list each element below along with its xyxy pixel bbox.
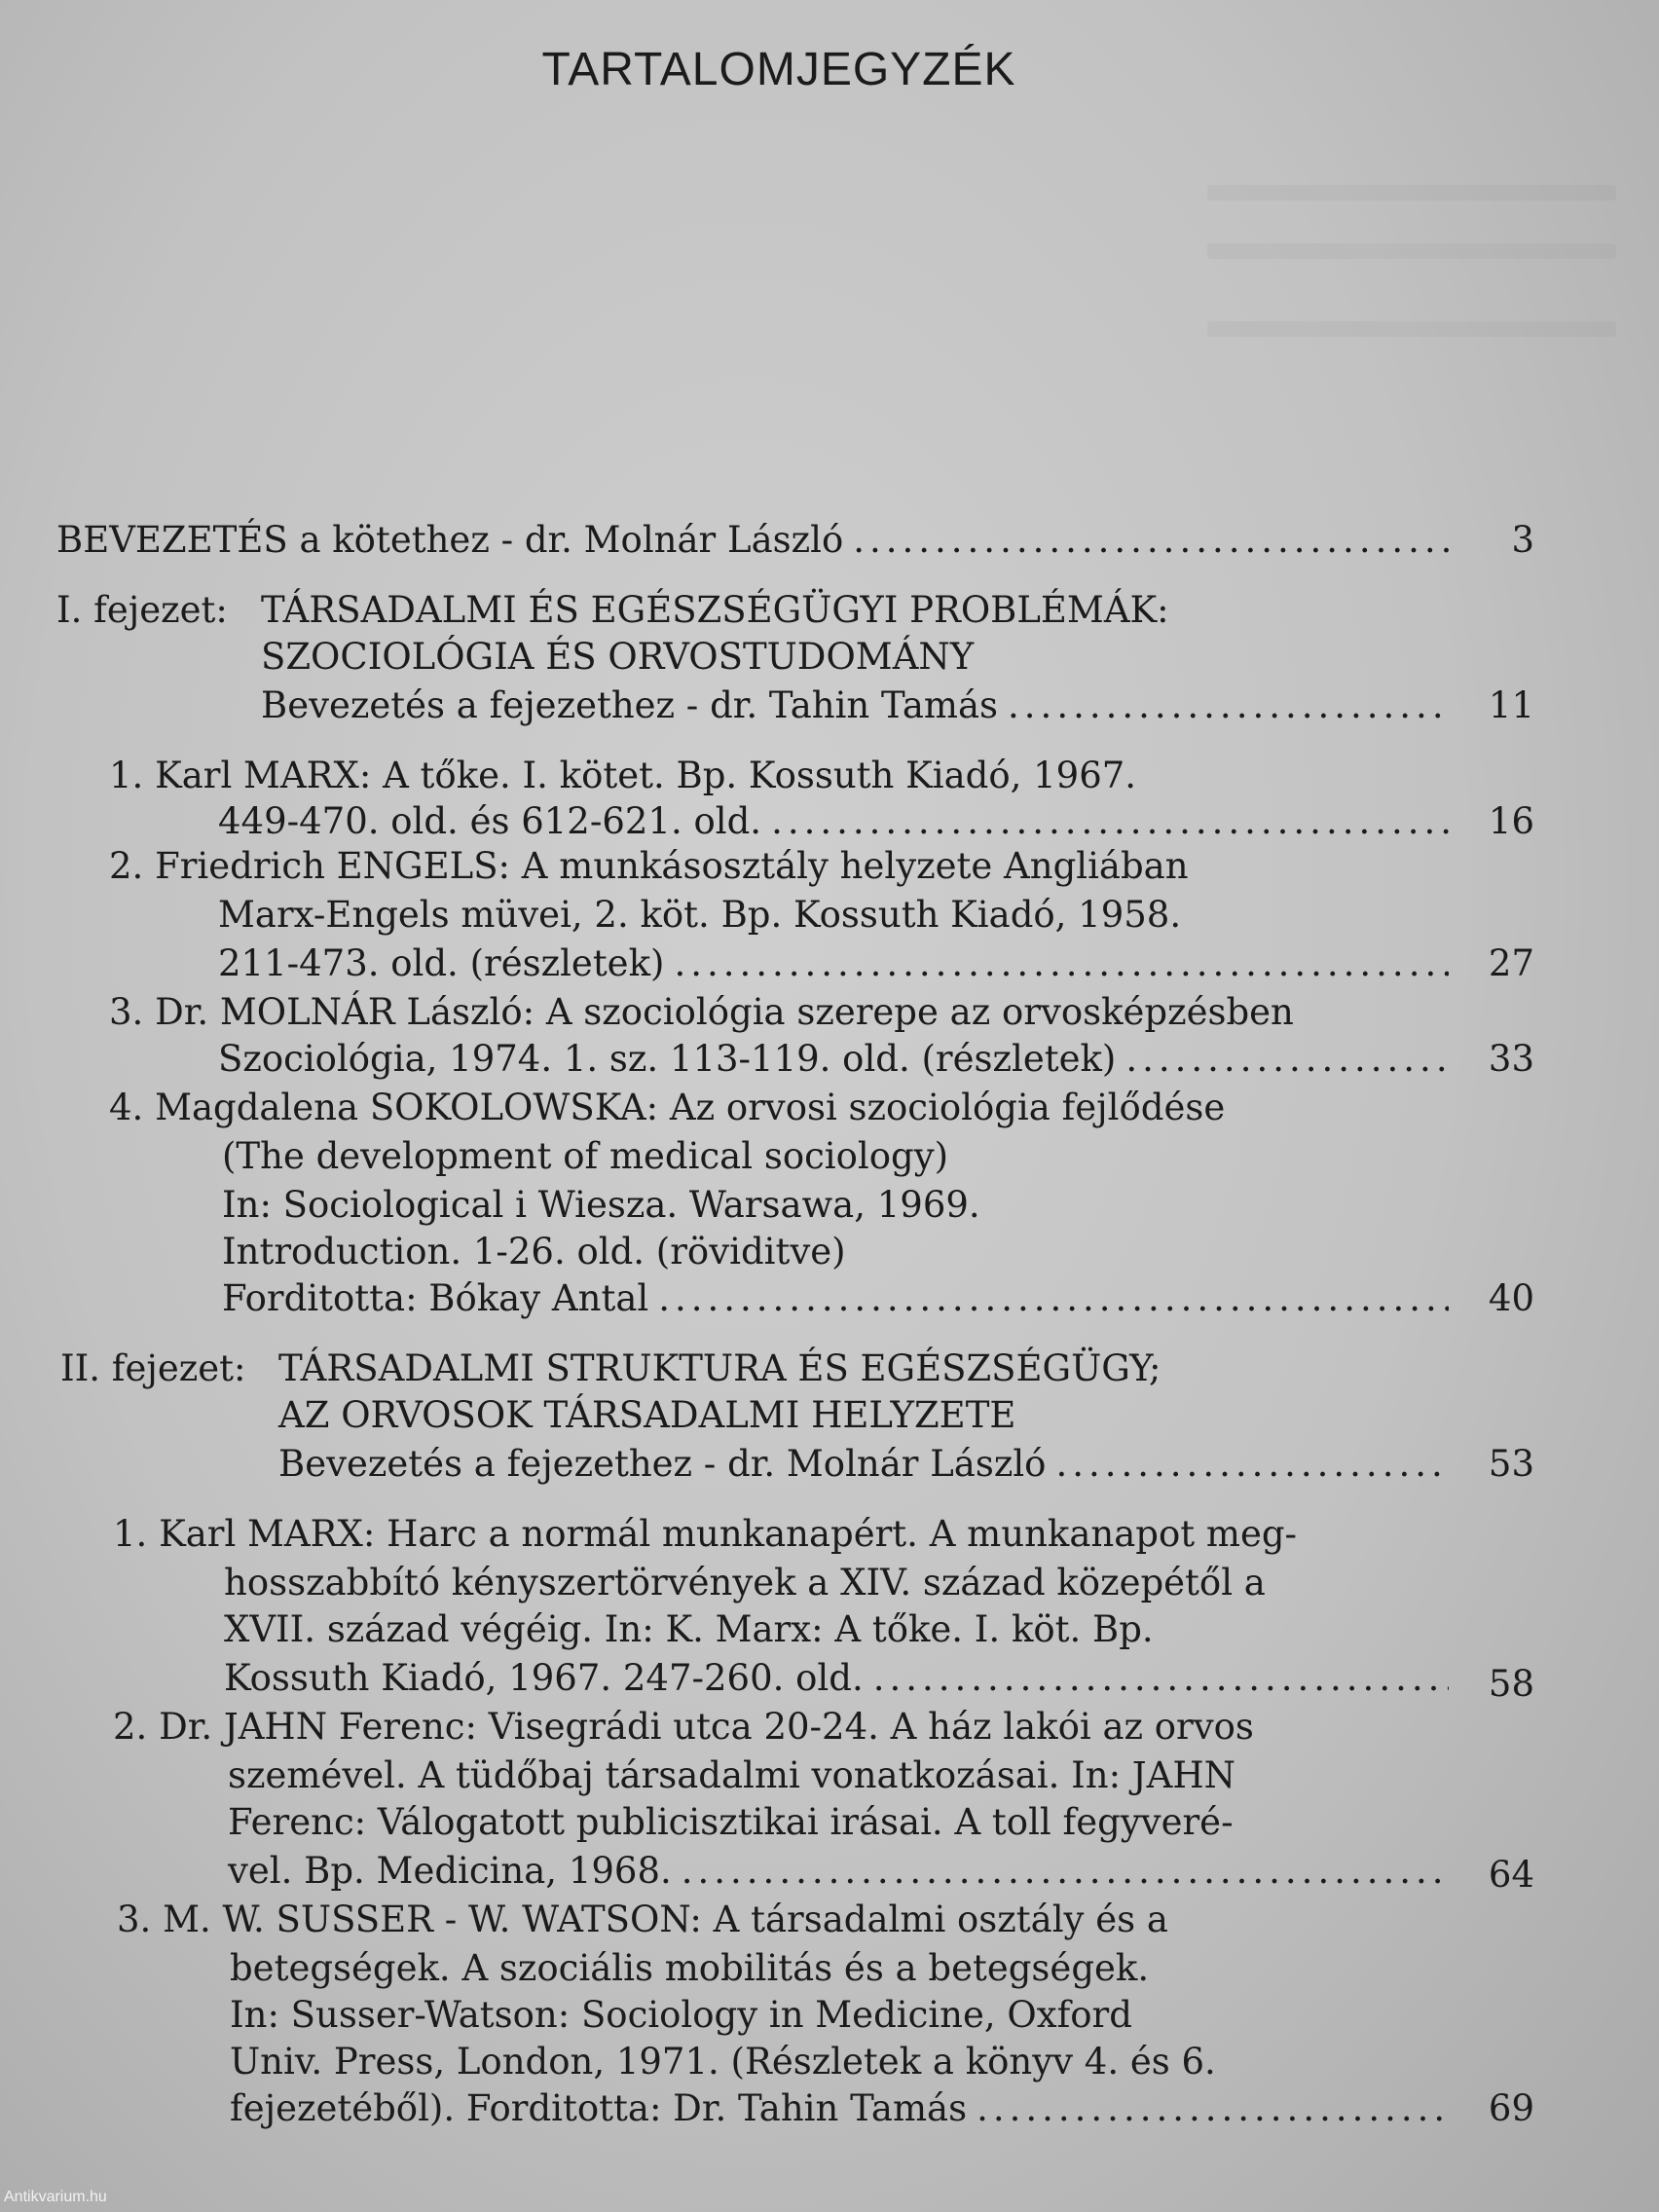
toc-entry-line: Introduction. 1-26. old. (röviditve) (222, 1231, 846, 1272)
page-title: TARTALOMJEGYZÉK (541, 44, 1016, 95)
toc-entry-page: 69 (1488, 2087, 1534, 2129)
toc-entry-last-line (218, 942, 1458, 985)
toc-entry-line: 1. Karl MARX: A tőke. I. kötet. Bp. Kossuth Kiadó, 1967. (109, 755, 1137, 796)
toc-entry-line: 2. Dr. JAHN Ferenc: Visegrádi utca 20-24. A ház lakói az orvos (113, 1706, 1254, 1748)
dot-leader (1125, 1038, 1449, 1081)
toc-entry-page: 64 (1488, 1854, 1534, 1896)
toc-entry-text: Kossuth Kiadó, 1967. 247-260. old. (224, 1657, 864, 1699)
chapter-2-title-line1: TÁRSADALMI STRUKTURA ÉS EGÉSZSÉGÜGY; (278, 1347, 1161, 1389)
toc-entry-line: betegségek. A szociális mobilitás és a betegségek. (230, 1947, 1150, 1989)
toc-entry-text: Forditotta: Bókay Antal (222, 1277, 649, 1319)
chapter-1-title-line1: TÁRSADALMI ÉS EGÉSZSÉGÜGYI PROBLÉMÁK: (261, 589, 1169, 631)
toc-entry-text: Szociológia, 1974. 1. sz. 113-119. old. (részletek) (218, 1038, 1117, 1080)
toc-intro-page: 3 (1511, 519, 1534, 561)
toc-entry-line: szemével. A tüdőbaj társadalmi vonatkozásai. In: JAHN (228, 1754, 1236, 1796)
toc-entry-text: 449-470. old. és 612-621. old. (218, 800, 762, 842)
dot-leader (674, 942, 1449, 985)
chapter-2-intro-text: Bevezetés a fejezethez - dr. Molnár László (278, 1443, 1047, 1485)
toc-entry-last-line (230, 2087, 1458, 2130)
toc-intro-text: BEVEZETÉS a kötethez - dr. Molnár László (56, 519, 844, 561)
toc-entry-page: 33 (1488, 1038, 1534, 1080)
toc-entry-last-line (218, 1038, 1458, 1081)
chapter-2-label: II. fejezet: (60, 1347, 246, 1389)
toc-entry-page: 58 (1488, 1663, 1534, 1705)
chapter-1-label: I. fejezet: (56, 589, 228, 631)
toc-entry-line: 2. Friedrich ENGELS: A munkásosztály helyzete Angliában (109, 845, 1189, 887)
toc-entry-text: fejezetéből). Forditotta: Dr. Tahin Tamás (230, 2087, 968, 2129)
dot-leader (1055, 1443, 1449, 1486)
chapter-1-intro-page: 11 (1488, 684, 1534, 726)
toc-entry-line: 4. Magdalena SOKOLOWSKA: Az orvosi szociológia fejlődése (109, 1087, 1226, 1128)
show-through-shading (1207, 243, 1616, 259)
dot-leader (1008, 684, 1449, 727)
toc-entry-line: In: Sociological i Wiesza. Warsawa, 1969. (222, 1184, 980, 1226)
toc-entry-line: 1. Karl MARX: Harc a normál munkanapért. A munkanapot meg- (113, 1513, 1298, 1555)
toc-entry-last-line (222, 1277, 1458, 1320)
toc-entry-line: Ferenc: Válogatott publicisztikai irásai. A toll fegyveré- (228, 1801, 1234, 1843)
toc-intro-entry (56, 519, 1458, 562)
chapter-1-intro-text: Bevezetés a fejezethez - dr. Tahin Tamás (261, 684, 999, 726)
toc-entry-page: 16 (1488, 800, 1534, 842)
toc-entry-line: Univ. Press, London, 1971. (Részletek a könyv 4. és 6. (230, 2041, 1216, 2083)
toc-entry-line: (The development of medical sociology) (222, 1135, 949, 1177)
dot-leader (853, 519, 1449, 562)
dot-leader (771, 800, 1449, 843)
dot-leader (977, 2087, 1449, 2130)
toc-entry-text: 211-473. old. (részletek) (218, 942, 665, 984)
toc-entry-line: hosszabbító kényszertörvények a XIV. század közepétől a (224, 1562, 1266, 1604)
chapter-2-intro-entry (278, 1443, 1458, 1486)
chapter-1-title-line2: SZOCIOLÓGIA ÉS ORVOSTUDOMÁNY (261, 636, 975, 678)
chapter-2-title-line2: AZ ORVOSOK TÁRSADALMI HELYZETE (278, 1394, 1016, 1436)
toc-entry-line: Marx-Engels müvei, 2. köt. Bp. Kossuth Kiadó, 1958. (218, 894, 1182, 936)
chapter-2-intro-page: 53 (1488, 1443, 1534, 1485)
show-through-shading (1207, 185, 1616, 201)
show-through-shading (1207, 321, 1616, 337)
toc-entry-line: XVII. század végéig. In: K. Marx: A tőke. I. köt. Bp. (224, 1608, 1154, 1650)
dot-leader (682, 1850, 1449, 1893)
toc-entry-last-line (218, 800, 1458, 843)
toc-entry-last-line (224, 1657, 1458, 1700)
watermark: Antikvarium.hu (4, 2189, 107, 2205)
toc-entry-page: 40 (1488, 1277, 1534, 1319)
dot-leader (873, 1657, 1449, 1700)
toc-entry-line: 3. Dr. MOLNÁR László: A szociológia szerepe az orvosképzésben (109, 991, 1294, 1033)
toc-entry-line: In: Susser-Watson: Sociology in Medicine, Oxford (230, 1994, 1132, 2036)
dot-leader (658, 1277, 1449, 1320)
toc-entry-line: 3. M. W. SUSSER - W. WATSON: A társadalmi osztály és a (117, 1899, 1168, 1940)
toc-entry-last-line (228, 1850, 1458, 1893)
toc-entry-text: vel. Bp. Medicina, 1968. (228, 1850, 672, 1892)
toc-entry-page: 27 (1488, 942, 1534, 984)
chapter-1-intro-entry (261, 684, 1458, 727)
